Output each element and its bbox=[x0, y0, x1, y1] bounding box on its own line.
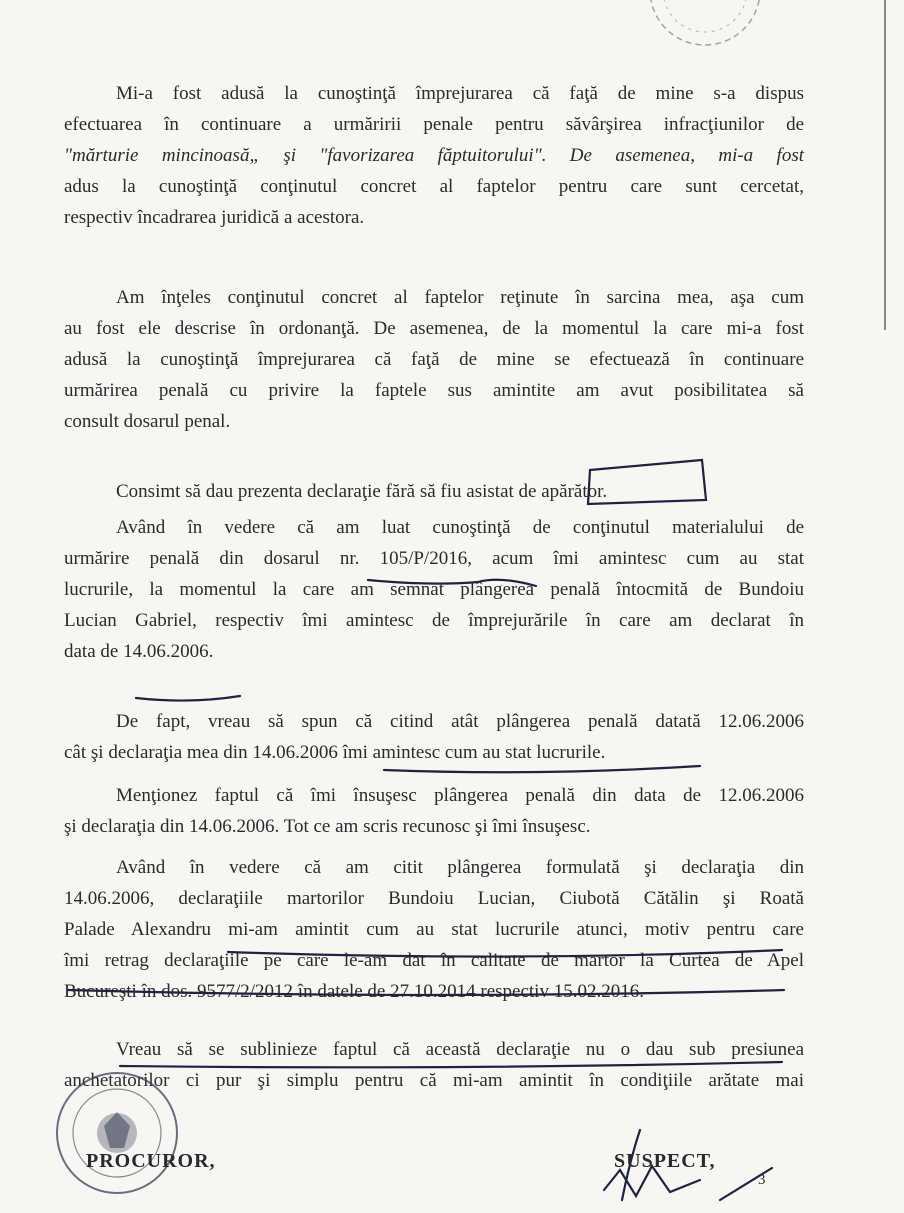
text-line: De fapt, vreau să spun că citind atât plângerea penală datată 12.06.2006 bbox=[116, 711, 804, 732]
text-line: urmărirea penală cu privire la faptele sus amintite am avut posibilitatea să bbox=[64, 380, 804, 401]
text-line: adus la cunoştinţă conţinutul concret al faptelor pentru care sunt cercetat, bbox=[64, 176, 804, 197]
paragraph-3 bbox=[64, 476, 804, 507]
paragraph-5 bbox=[64, 706, 804, 768]
text-line: Vreau să se sublinieze faptul că această declaraţie nu o dau sub presiunea bbox=[116, 1039, 804, 1060]
text-line: Lucian Gabriel, respectiv îmi amintesc de împrejurările în care am declarat în bbox=[64, 610, 804, 631]
text-line: Având în vedere că am citit plângerea formulată şi declaraţia din bbox=[116, 857, 804, 878]
text-line: data de 14.06.2006. bbox=[64, 641, 214, 662]
text-line: cât şi declaraţia mea din 14.06.2006 îmi amintesc cum au stat lucrurile. bbox=[64, 742, 606, 763]
pen-underline bbox=[136, 696, 240, 701]
prosecutor-signature-label: PROCUROR, bbox=[86, 1150, 216, 1172]
text-line: lucrurile, la momentul la care am semnat plângerea penală întocmită de Bundoiu bbox=[64, 579, 804, 600]
text-line: au fost ele descrise în ordonanţă. De asemenea, de la momentul la care mi-a fost bbox=[64, 318, 804, 339]
page-edge-line bbox=[884, 0, 886, 330]
paragraph-7 bbox=[64, 852, 804, 1007]
paragraph-6 bbox=[64, 780, 804, 842]
text-line: Am înţeles conţinutul concret al faptelor reţinute în sarcina mea, aşa cum bbox=[116, 287, 804, 308]
text-line: respectiv încadrarea juridică a acestora. bbox=[64, 207, 365, 228]
text-line: Mi-a fost adusă la cunoştinţă împrejurarea că faţă de mine s-a dispus bbox=[116, 83, 804, 104]
text-line: 14.06.2006, declaraţiile martorilor Bundoiu Lucian, Ciubotă Cătălin şi Roată bbox=[64, 888, 804, 909]
text-line: Consimt să dau prezenta declaraţie fără să fiu asistat de apărător. bbox=[116, 481, 608, 502]
paragraph-2 bbox=[64, 282, 804, 437]
text-line: Menţionez faptul că îmi însuşesc plângerea penală din data de 12.06.2006 bbox=[116, 785, 804, 806]
round-stamp bbox=[52, 1068, 182, 1198]
text-line: efectuarea în continuare a urmăririi penale pentru săvârşirea infracţiunilor de bbox=[64, 114, 804, 135]
text-line: Palade Alexandru mi-am amintit cum au stat lucrurile atunci, motiv pentru care bbox=[64, 919, 804, 940]
text-line: "mărturie mincinoasă„ şi "favorizarea făptuitorului". De asemenea, mi-a fost bbox=[64, 145, 804, 166]
page-number: 3 bbox=[758, 1172, 766, 1188]
text-line: îmi retrag declaraţiile pe care le-am dat în calitate de martor la Curtea de Apel bbox=[64, 950, 804, 971]
text-line: Având în vedere că am luat cunoştinţă de conţinutul materialului de bbox=[116, 517, 804, 538]
partial-stamp-top bbox=[640, 0, 770, 70]
text-line: urmărire penală din dosarul nr. 105/P/2016, acum îmi amintesc cum au stat bbox=[64, 548, 804, 569]
paragraph-1 bbox=[64, 78, 804, 233]
text-line: Bucureşti în dos. 9577/2/2012 în datele de 27.10.2014 respectiv 15.02.2016. bbox=[64, 981, 644, 1002]
text-line: şi declaraţia din 14.06.2006. Tot ce am scris recunosc şi îmi însuşesc. bbox=[64, 816, 591, 837]
paragraph-4 bbox=[64, 512, 804, 667]
text-line: adusă la cunoştinţă împrejurarea că faţă de mine se efectuează în continuare bbox=[64, 349, 804, 370]
suspect-signature-label: SUSPECT, bbox=[614, 1150, 716, 1172]
text-line: consult dosarul penal. bbox=[64, 411, 231, 432]
text-line: anchetatorilor ci pur şi simplu pentru că mi-am amintit în condiţiile arătate mai bbox=[64, 1070, 804, 1091]
